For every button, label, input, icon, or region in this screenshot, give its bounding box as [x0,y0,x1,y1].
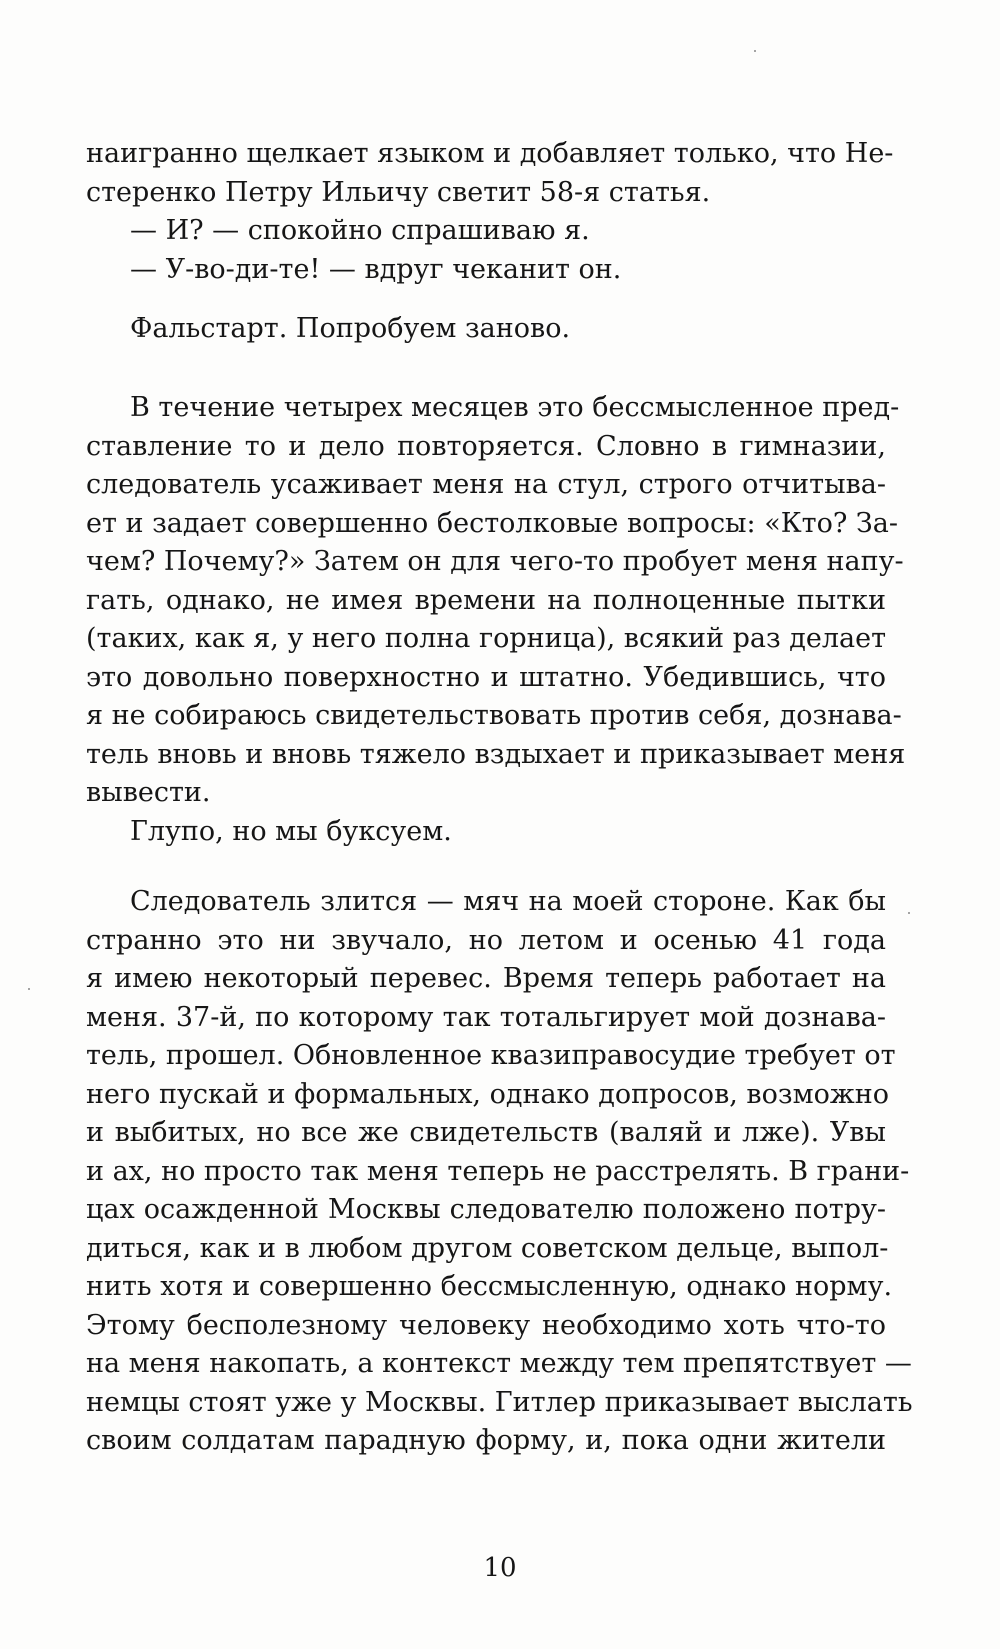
text-line: ет и задает совершенно бестолковые вопросы: «Кто? За- [86,507,898,539]
text-line: (таких, как я, у него полна горница), всякий раз делает [86,623,887,654]
text-line: немцы стоят уже у Москвы. Гитлер приказывает выслать [86,1386,913,1418]
text-block-four-months [86,389,906,851]
text-line: него пускай и формальных, однако допросов, возможно [86,1078,889,1110]
text-line: Следователь злится — мяч на моей стороне. Как бы [130,886,886,917]
text-line: вывести. [86,777,211,808]
text-line: на меня накопать, а контекст между тем препятствует — [86,1348,912,1379]
text-line: я имею некоторый перевес. Время теперь работает на [86,963,886,994]
text-block-investigator [86,883,913,1461]
text-line: гать, однако, не имея времени на полноценные пытки [86,584,886,616]
print-speck [754,50,756,52]
paragraph-line: Глупо, но мы буксуем. [130,815,452,847]
dialogue-line: — У-во-ди-те! — вдруг чеканит он. [130,253,622,285]
print-speck [908,912,910,914]
dialogue-line: — И? — спокойно спрашиваю я. [130,215,590,246]
print-speck [28,988,30,990]
text-line: следователь усаживает меня на стул, строго отчитыва- [86,469,886,500]
text-line: и выбитых, но все же свидетельств (валяй и лже). Увы [86,1117,886,1148]
text-line: меня. 37-й, по которому так тотальгирует мой дознава- [86,1001,886,1033]
text-line: чем? Почему?» Затем он для чего-то пробует меня напу- [86,546,904,577]
text-line: стеренко Петру Ильичу светит 58-я статья. [86,176,711,208]
text-line: тель вновь и вновь тяжело вздыхает и приказывает меня [86,738,906,770]
text-block-dialogue [86,135,894,289]
text-line: диться, как и в любом другом советском дельце, выпол- [86,1232,889,1264]
text-line: ставление то и дело повторяется. Словно в гимназии, [86,430,886,462]
text-block-falstart [86,310,886,349]
text-line: В течение четырех месяцев это бессмысленное пред- [130,392,900,423]
text-line: своим солдатам парадную форму, и, пока одни жители [86,1425,886,1456]
text-line: цах осажденной Москвы следователю положено потру- [86,1194,886,1225]
text-line: Этому бесполезному человеку необходимо хоть что-то [86,1309,886,1341]
text-line: наигранно щелкает языком и добавляет только, что Не- [86,138,894,169]
paragraph-line: Фальстарт. Попробуем заново. [130,313,571,344]
text-line: это довольно поверхностно и штатно. Убедившись, что [86,661,886,693]
text-line: тель, прошел. Обновленное квазиправосудие требует от [86,1040,896,1071]
text-line: нить хотя и совершенно бессмысленную, однако норму. [86,1271,893,1302]
text-line: странно это ни звучало, но летом и осенью 41 года [86,924,886,956]
page-number: 10 [483,1553,517,1583]
text-line: я не собираюсь свидетельствовать против себя, дознава- [86,700,902,731]
text-line: и ах, но просто так меня теперь не расстрелять. В грани- [86,1155,910,1187]
